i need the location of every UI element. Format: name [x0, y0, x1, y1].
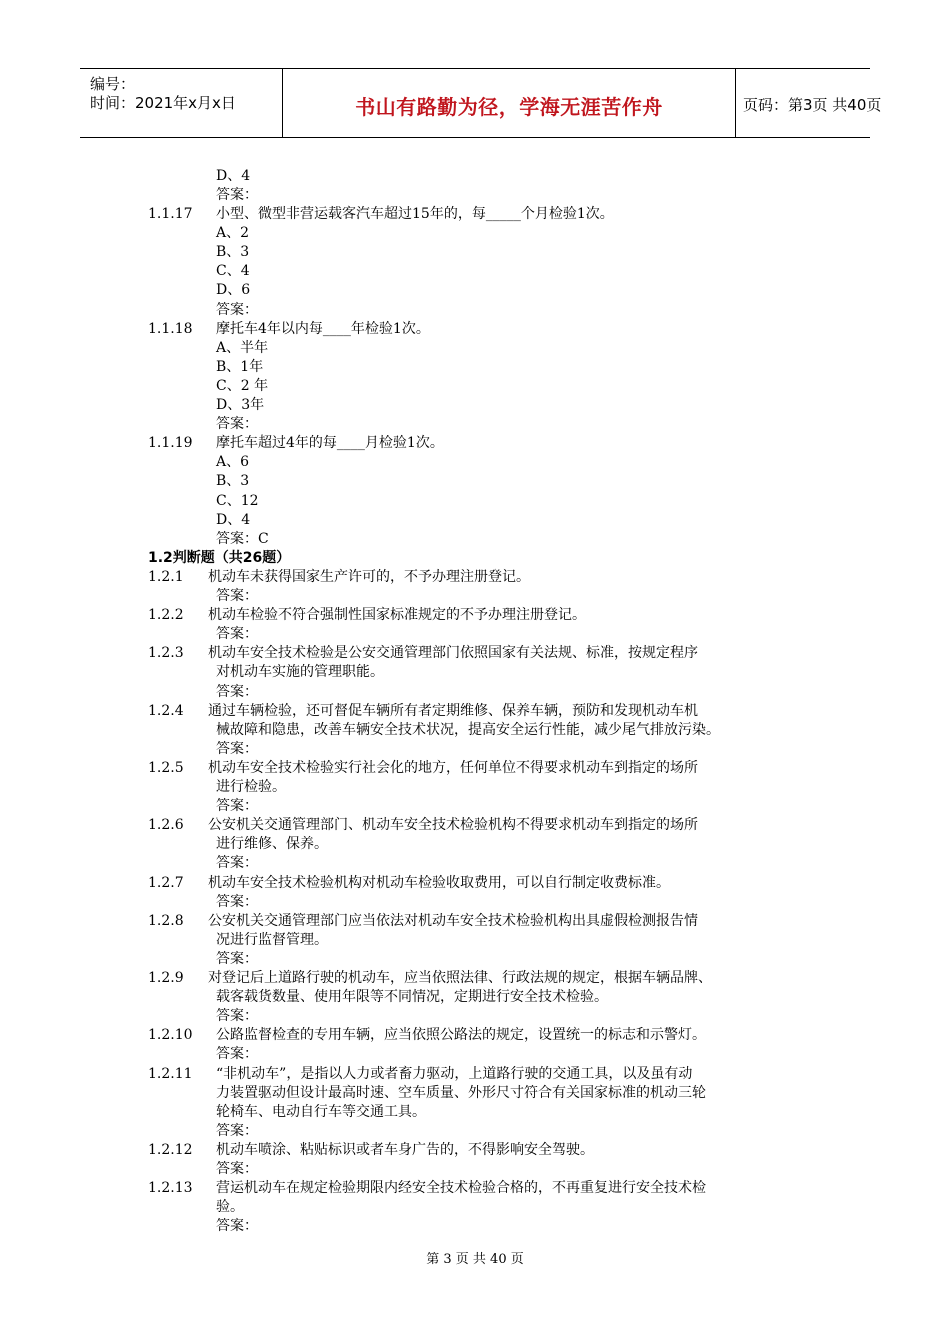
question-text: “非机动车”，是指以人力或者畜力驱动，上道路行驶的交通工具，以及虽有动 [216, 1065, 693, 1082]
question-option: A、2 [216, 225, 250, 242]
question-option: B、1年 [216, 358, 264, 375]
question-number: 1.2.3 [148, 645, 184, 662]
question-text: 力装置驱动但设计最高时速、空车质量、外形尺寸符合有关国家标准的机动三轮 [216, 1084, 706, 1101]
answer-line: 答案： [216, 893, 258, 910]
question-number: 1.1.17 [148, 206, 193, 222]
answer-line: 答案： [216, 1046, 258, 1063]
question-option: D、3年 [216, 397, 265, 413]
question-option: C、12 [216, 492, 259, 509]
question-option: D、4 [216, 511, 251, 528]
header-right-cell [735, 69, 882, 137]
answer-line: 答案：C [216, 530, 269, 547]
answer-line: 答案： [216, 1122, 258, 1139]
question-number: 1.2.5 [148, 759, 184, 776]
question-text: 摩托车超过4年的每____月检验1次。 [216, 435, 444, 452]
question-text: 机动车安全技术检验实行社会化的地方，任何单位不得要求机动车到指定的场所 [208, 759, 698, 776]
question-number: 1.2.6 [148, 817, 184, 834]
answer-line: 答案： [216, 416, 258, 433]
answer-line: 答案： [216, 798, 258, 815]
answer-line: 答案： [216, 855, 258, 872]
answer-line: 答案： [216, 740, 258, 757]
question-text: 公路监督检查的专用车辆，应当依照公路法的规定，设置统一的标志和示警灯。 [216, 1027, 706, 1044]
question-text: 小型、微型非营运载客汽车超过15年的，每_____个月检验1次。 [216, 206, 614, 222]
question-number: 1.1.18 [148, 320, 193, 337]
question-text: 对登记后上道路行驶的机动车，应当依照法律、行政法规的规定，根据车辆品牌、 [208, 970, 712, 986]
section-title: 1.2判断题（共26题） [148, 549, 291, 566]
question-number: 1.2.7 [148, 874, 184, 891]
answer-line: 答案： [216, 1008, 258, 1025]
question-text: 轮椅车、电动自行车等交通工具。 [216, 1103, 426, 1120]
page-footer: 第 3 页 共 40 页 [426, 1252, 524, 1267]
question-text: 公安机关交通管理部门、机动车安全技术检验机构不得要求机动车到指定的场所 [208, 817, 698, 834]
header-middle-cell [282, 69, 736, 137]
question-option: C、4 [216, 263, 250, 280]
answer-line: 答案： [216, 626, 258, 643]
question-number: 1.2.1 [148, 568, 184, 585]
question-text: 载客载货数量、使用年限等不同情况，定期进行安全技术检验。 [216, 989, 608, 1006]
page-info: 页码：第3页 共40页 [743, 96, 882, 114]
question-number: 1.2.12 [148, 1141, 193, 1158]
question-text: 公安机关交通管理部门应当依法对机动车安全技术检验机构出具虚假检测报告情 [208, 912, 698, 929]
date-label: 时间：2021年x月x日 [90, 94, 236, 112]
question-text: 验。 [216, 1199, 244, 1216]
code-label: 编号： [90, 75, 136, 93]
question-text: 机动车喷涂、粘贴标识或者车身广告的，不得影响安全驾驶。 [216, 1141, 594, 1158]
question-number: 1.2.4 [148, 702, 184, 719]
question-option: C、2 年 [216, 377, 269, 394]
question-text: 机动车安全技术检验机构对机动车检验收取费用，可以自行制定收费标准。 [208, 874, 670, 891]
answer-line: 答案： [216, 683, 258, 700]
question-number: 1.2.9 [148, 970, 184, 986]
question-text: 摩托车4年以内每____年检验1次。 [216, 320, 430, 337]
question-text: 对机动车实施的管理职能。 [216, 664, 384, 681]
question-text: 械故障和隐患，改善车辆安全技术状况，提高安全运行性能，减少尾气排放污染。 [216, 721, 720, 738]
motto: 书山有路勤为径，学海无涯苦作舟 [355, 95, 663, 119]
question-text: 机动车检验不符合强制性国家标准规定的不予办理注册登记。 [208, 607, 586, 624]
question-text: 营运机动车在规定检验期限内经安全技术检验合格的，不再重复进行安全技术检 [216, 1180, 706, 1197]
question-number: 1.2.8 [148, 912, 184, 929]
answer-line: 答案： [216, 1161, 258, 1177]
question-text: 况进行监督管理。 [216, 931, 328, 948]
answer-line: 答案： [216, 301, 258, 318]
answer-line: 答案： [216, 950, 258, 967]
question-option: B、3 [216, 473, 250, 490]
question-option: A、6 [216, 454, 250, 471]
header-left-cell [80, 69, 282, 137]
question-number: 1.2.2 [148, 607, 184, 624]
question-text: 机动车未获得国家生产许可的，不予办理注册登记。 [208, 568, 530, 585]
question-text: 通过车辆检验，还可督促车辆所有者定期维修、保养车辆，预防和发现机动车机 [208, 702, 698, 719]
question-number: 1.2.11 [148, 1065, 193, 1082]
question-number: 1.1.19 [148, 435, 193, 452]
question-text: 机动车安全技术检验是公安交通管理部门依照国家有关法规、标准，按规定程序 [208, 645, 698, 662]
answer-line: 答案： [216, 588, 258, 604]
page-header [80, 68, 882, 138]
question-text: 进行维修、保养。 [216, 836, 328, 853]
answer-line: 答案： [216, 187, 258, 203]
option-d: D、4 [216, 168, 251, 184]
question-option: B、3 [216, 244, 250, 261]
question-option: A、半年 [216, 339, 269, 356]
answer-line: 答案： [216, 1218, 258, 1235]
question-text: 进行检验。 [216, 779, 286, 795]
question-number: 1.2.10 [148, 1027, 193, 1044]
question-option: D、6 [216, 282, 251, 299]
question-number: 1.2.13 [148, 1180, 193, 1197]
